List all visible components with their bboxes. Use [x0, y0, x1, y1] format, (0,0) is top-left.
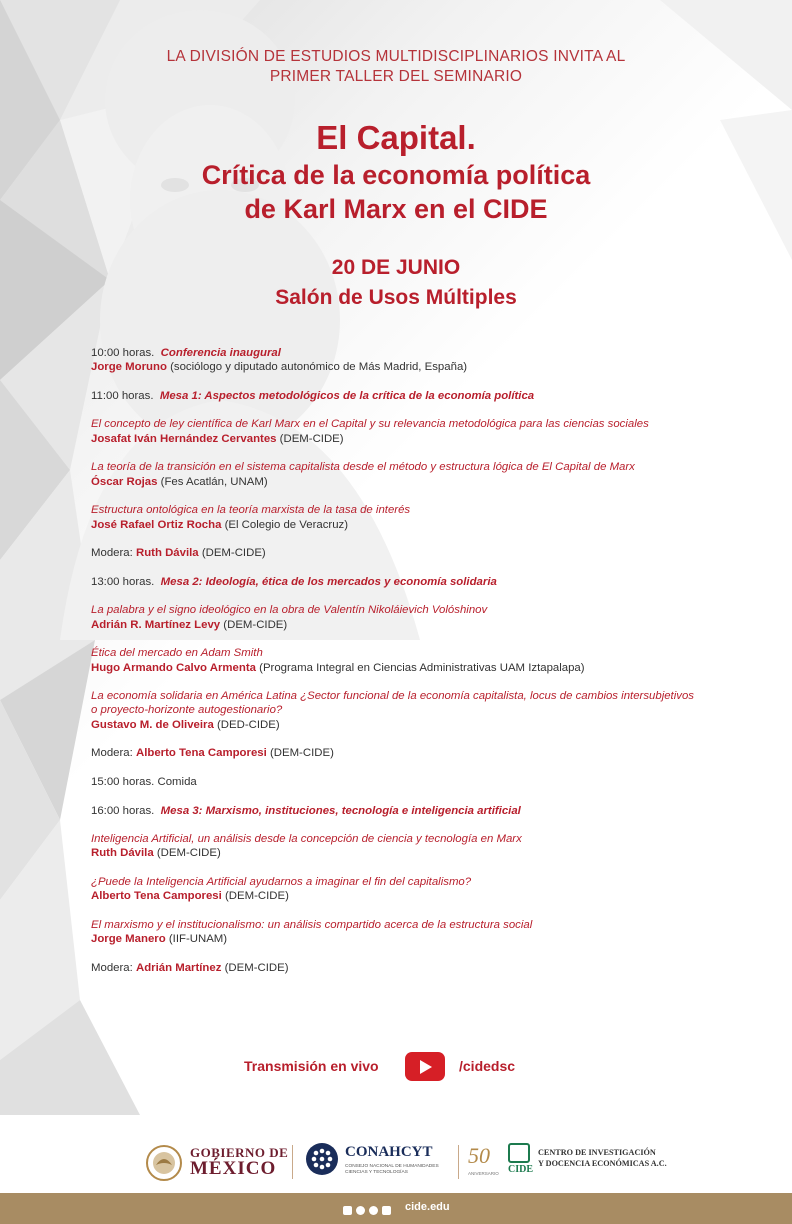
affiliation: (DEM-CIDE) — [223, 618, 288, 631]
program-item — [91, 546, 703, 560]
lunch: 15:00 horas. Comida — [91, 775, 197, 788]
moderator-label: Modera: — [91, 961, 133, 974]
moderator-label: Modera: — [91, 547, 133, 560]
affiliation: (DEM-CIDE) — [279, 432, 344, 445]
moderator-label: Modera: — [91, 747, 133, 760]
affiliation: (DEM-CIDE) — [269, 747, 334, 760]
speaker: Ruth Dávila — [91, 847, 154, 860]
program-item — [91, 804, 703, 818]
program-item — [91, 389, 703, 403]
conahcyt-logo — [305, 1142, 439, 1181]
anniversary-label: ANIVERSARIO — [468, 1171, 499, 1176]
cide-square-icon — [508, 1143, 530, 1163]
program — [91, 346, 703, 989]
time: 11:00 horas. — [91, 389, 154, 402]
affiliation: (DEM-CIDE) — [224, 961, 289, 974]
title-line-3: de Karl Marx en el CIDE — [244, 194, 548, 224]
affiliation: (IIF-UNAM) — [168, 933, 228, 946]
program-item — [91, 875, 703, 904]
gob-line-2: MÉXICO — [190, 1158, 277, 1179]
session-title: Mesa 2: Ideología, ética de los mercados y economía solidaria — [160, 575, 497, 588]
instagram-icon[interactable] — [369, 1206, 378, 1215]
gob-line-1: GOBIERNO DE — [190, 1145, 289, 1160]
speaker: Jorge Manero — [91, 933, 166, 946]
cide-mark-word: CIDE — [508, 1164, 534, 1175]
time: 13:00 horas. — [91, 575, 155, 588]
speaker: José Rafael Ortiz Rocha — [91, 518, 222, 531]
program-item — [91, 603, 703, 632]
talk-title: ¿Puede la Inteligencia Artificial ayudarnos a imaginar el fin del capitalismo? — [91, 875, 472, 888]
time: 16:00 horas. — [91, 804, 155, 817]
speaker: Alberto Tena Camporesi — [91, 890, 222, 903]
title-line-2: Crítica de la economía política — [201, 160, 591, 190]
time: 10:00 horas. — [91, 347, 155, 359]
program-item — [91, 417, 703, 446]
affiliation: (DEM-CIDE) — [224, 890, 289, 903]
event-date-venue — [0, 253, 792, 313]
talk-title: Estructura ontológica en la teoría marxista de la tasa de interés — [91, 504, 411, 517]
speaker: Adrián R. Martínez Levy — [91, 618, 221, 631]
talk-title: El marxismo y el institucionalismo: un análisis compartido acerca de la estructura social — [91, 918, 533, 931]
talk-title: La economía solidaria en América Latina ¿Sector funcional de la economía capitalista, locus de cambios intersubjetivos o proyecto-horizonte autogestionario? — [91, 690, 694, 717]
fifty-anniversary-mark: 50 — [468, 1143, 490, 1168]
program-item — [91, 832, 703, 861]
social-icons — [343, 1202, 395, 1215]
program-item — [91, 346, 703, 375]
affiliation: (DED-CIDE) — [216, 718, 280, 731]
divider — [292, 1145, 293, 1179]
program-item — [91, 775, 703, 789]
program-item — [91, 575, 703, 589]
youtube-channel-link[interactable]: /cidedsc — [459, 1058, 516, 1074]
program-item — [91, 460, 703, 489]
talk-title: Ética del mercado en Adam Smith — [91, 647, 263, 660]
affiliation: (Fes Acatlán, UNAM) — [160, 475, 268, 488]
footer-bar — [0, 1193, 792, 1224]
session-title: Mesa 3: Marxismo, instituciones, tecnología e inteligencia artificial — [160, 804, 521, 817]
affiliation: (sociólogo y diputado autonómico de Más Madrid, España) — [170, 361, 468, 374]
talk-title: Inteligencia Artificial, un análisis desde la concepción de ciencia y tecnología en Marx — [91, 833, 522, 846]
mexico-eagle-emblem-icon — [144, 1143, 184, 1183]
speaker: Gustavo M. de Oliveira — [91, 718, 214, 731]
moderator: Ruth Dávila — [135, 547, 199, 560]
x-twitter-icon[interactable] — [356, 1206, 365, 1215]
cide-line-1: CENTRO DE INVESTIGACIÓN — [538, 1148, 656, 1157]
website-link[interactable]: cide.edu — [405, 1201, 450, 1213]
speaker: Josafat Iván Hernández Cervantes — [91, 432, 277, 445]
moderator: Alberto Tena Camporesi — [135, 747, 267, 760]
live-stream-label: Transmisión en vivo — [244, 1058, 379, 1074]
invite-line-1: LA DIVISIÓN DE ESTUDIOS MULTIDISCIPLINARIOS INVITA AL — [166, 48, 626, 65]
invite-line-2: PRIMER TALLER DEL SEMINARIO — [269, 68, 523, 85]
conahcyt-name: CONAHCYT — [345, 1144, 433, 1160]
session-title: Mesa 1: Aspectos metodológicos de la crítica de la economía política — [159, 389, 535, 402]
speaker: Hugo Armando Calvo Armenta — [91, 661, 256, 674]
program-item — [91, 746, 703, 760]
live-stream — [0, 1052, 792, 1082]
gobierno-wordmark — [190, 1145, 288, 1177]
speaker: Jorge Moruno — [91, 361, 167, 374]
talk-title: El concepto de ley científica de Karl Marx en el Capital y su relevancia metodológica para las ciencias sociales — [91, 418, 649, 431]
title-line-1: El Capital. — [316, 119, 476, 156]
session-title: Conferencia inaugural — [160, 347, 281, 359]
facebook-icon[interactable] — [343, 1206, 352, 1215]
program-item — [91, 918, 703, 947]
invitation-header — [0, 47, 792, 87]
conahcyt-subtitle: CONSEJO NACIONAL DE HUMANIDADES CIENCIAS Y TECNOLOGÍAS — [345, 1164, 439, 1175]
affiliation: (DEM-CIDE) — [201, 547, 266, 560]
program-item — [91, 503, 703, 532]
speaker: Óscar Rojas — [91, 475, 158, 488]
moderator: Adrián Martínez — [135, 961, 222, 974]
cide-line-2: Y DOCENCIA ECONÓMICAS A.C. — [538, 1159, 667, 1168]
affiliation: (El Colegio de Veracruz) — [224, 518, 349, 531]
youtube-icon[interactable] — [405, 1052, 445, 1081]
divider — [458, 1145, 459, 1179]
event-venue: Salón de Usos Múltiples — [275, 286, 517, 309]
affiliation: (DEM-CIDE) — [156, 847, 221, 860]
conahcyt-dots-icon — [305, 1142, 339, 1176]
cide-mark — [508, 1143, 534, 1175]
talk-title: La teoría de la transición en el sistema capitalista desde el método y estructura lógica de El Capital de Marx — [91, 461, 635, 474]
event-title — [0, 118, 792, 226]
event-date: 20 DE JUNIO — [331, 256, 461, 279]
program-item — [91, 961, 703, 975]
affiliation: (Programa Integral en Ciencias Administrativas UAM Iztapalapa) — [259, 661, 585, 674]
youtube-small-icon[interactable] — [382, 1206, 391, 1215]
cide-full-name — [538, 1147, 667, 1169]
program-item — [91, 646, 703, 675]
program-item — [91, 689, 703, 732]
talk-title: La palabra y el signo ideológico en la obra de Valentín Nikoláievich Volóshinov — [91, 604, 488, 617]
